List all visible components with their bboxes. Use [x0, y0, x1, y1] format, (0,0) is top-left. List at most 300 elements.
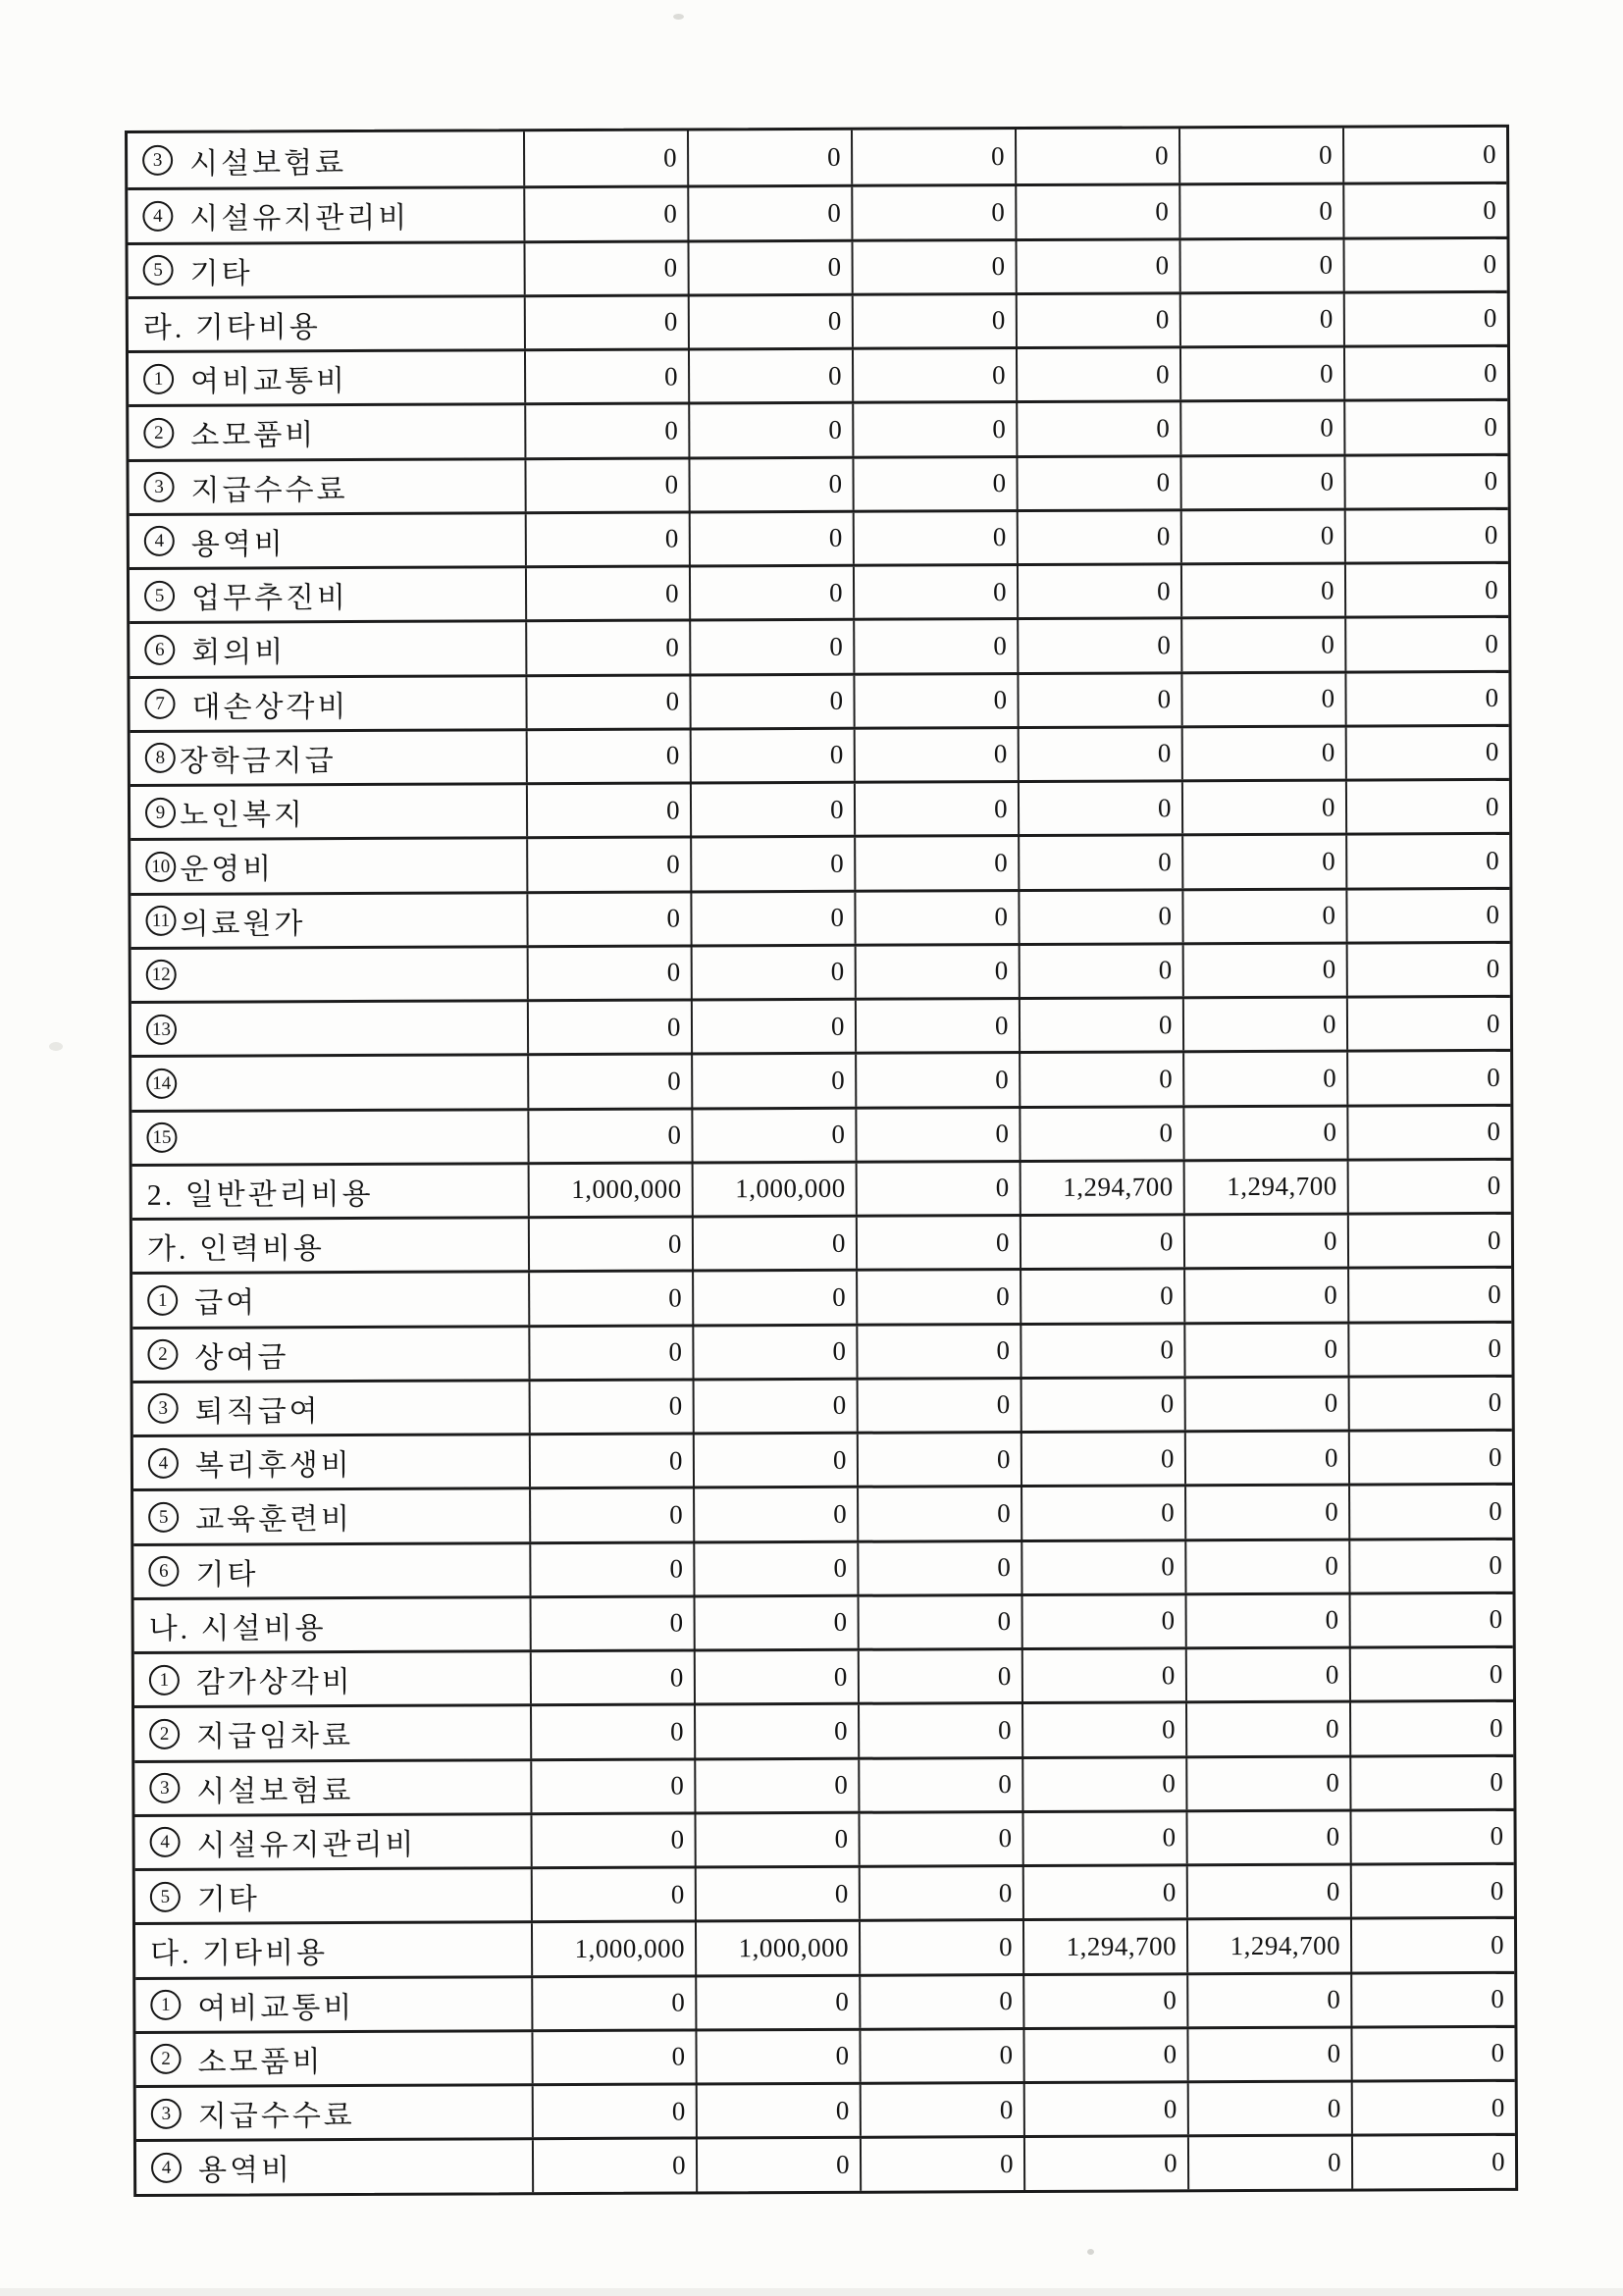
cell-value: 0: [858, 1704, 1021, 1756]
cell-value: 0: [1021, 1812, 1185, 1864]
cell-value: 0: [854, 729, 1018, 781]
cell-value: 0: [690, 892, 854, 944]
circled-number: 2: [143, 418, 174, 448]
cell-value: 0: [852, 349, 1016, 401]
cell-value: 0: [692, 1218, 856, 1270]
circled-number: 11: [145, 906, 176, 936]
cell-value: 0: [856, 1326, 1020, 1378]
cell-value: 0: [1021, 1487, 1184, 1539]
row-label: 5 교육훈련비: [133, 1489, 529, 1542]
cell-value: 0: [1343, 293, 1507, 345]
cell-value: 0: [695, 1868, 859, 1920]
cell-value: 0: [1347, 1269, 1511, 1321]
cell-value: 0: [1344, 510, 1508, 562]
cell-value: 0: [1019, 1108, 1182, 1160]
cell-value: 0: [1344, 672, 1508, 724]
cell-value: 0: [690, 838, 854, 890]
circled-number: 6: [144, 635, 175, 665]
circled-number: 13: [146, 1014, 177, 1044]
scan-artifact: [49, 1042, 63, 1051]
cell-value: 0: [1185, 1757, 1349, 1809]
cell-value: 0: [532, 2085, 696, 2137]
cell-value: 0: [1349, 1756, 1513, 1808]
cell-value: 0: [1350, 1919, 1514, 1971]
cell-value: 1,000,000: [692, 1164, 856, 1216]
cell-value: 0: [858, 1650, 1021, 1702]
cell-value: 0: [858, 1596, 1021, 1648]
cell-value: 0: [1344, 618, 1508, 670]
cell-value: 0: [694, 1814, 858, 1866]
cell-value: 0: [1017, 674, 1180, 726]
cell-value: 0: [687, 130, 851, 185]
cell-value: 0: [1016, 348, 1179, 400]
cell-value: 0: [1178, 185, 1342, 237]
cell-value: 0: [1185, 1594, 1349, 1646]
row-label: 1 급여: [132, 1273, 528, 1326]
cell-value: 0: [859, 1921, 1022, 1973]
row-label: 3 퇴직급여: [133, 1382, 529, 1435]
circled-number: 9: [145, 797, 176, 827]
cell-value: 0: [1349, 1594, 1513, 1646]
cell-value: 0: [688, 241, 852, 293]
cell-value: 0: [530, 1651, 694, 1703]
cell-value: 0: [694, 1651, 858, 1703]
table-row: [128, 128, 1506, 187]
cell-value: 0: [1017, 620, 1180, 672]
table-row: [135, 1970, 1514, 2030]
circled-number: 15: [146, 1122, 177, 1153]
cell-value: 0: [859, 1867, 1022, 1919]
circled-number: 5: [144, 580, 175, 610]
circled-number: 1: [149, 1664, 180, 1695]
cell-value: 0: [1182, 1053, 1346, 1105]
row-label: 2 지급임차료: [134, 1706, 530, 1759]
table-row: [131, 1049, 1510, 1109]
cell-value: 0: [1184, 1433, 1348, 1485]
cell-value: 0: [1348, 1539, 1512, 1592]
row-label: 1 감가상각비: [134, 1652, 530, 1705]
row-label: [131, 1111, 527, 1164]
cell-value: 0: [693, 1435, 857, 1487]
circled-number: 4: [142, 201, 173, 232]
table-row: [133, 1375, 1512, 1435]
cell-value: 0: [690, 730, 854, 782]
cell-value: 0: [530, 1760, 694, 1812]
table-row: [131, 832, 1509, 892]
cell-value: 0: [695, 1976, 859, 2028]
circled-number: 4: [148, 1447, 179, 1478]
circled-number: 4: [150, 1827, 181, 1857]
cell-value: 0: [527, 1110, 691, 1162]
cell-value: 0: [1348, 1486, 1512, 1538]
table-row: [130, 507, 1508, 567]
row-label: [131, 1056, 527, 1109]
table-row: [132, 1266, 1511, 1326]
cell-value: 0: [857, 1434, 1021, 1486]
cell-value: 0: [1182, 1107, 1346, 1159]
cell-value: 0: [1185, 1811, 1349, 1863]
cell-value: 0: [853, 512, 1017, 564]
cell-value: 0: [852, 403, 1016, 455]
cell-value: 0: [692, 1326, 856, 1378]
cell-value: 0: [1179, 456, 1343, 508]
cell-value: 1,000,000: [695, 1922, 859, 1974]
cell-value: 0: [1183, 1216, 1347, 1268]
table-row: [136, 2079, 1515, 2139]
cell-value: 0: [531, 1977, 695, 2029]
cell-value: 0: [860, 2084, 1023, 2136]
cell-value: 0: [1349, 1648, 1513, 1700]
table-row: [134, 1808, 1513, 1868]
cell-value: 0: [1182, 999, 1346, 1051]
cell-value: 0: [1021, 1704, 1185, 1756]
cell-value: 0: [857, 1380, 1021, 1432]
table-row: [135, 1862, 1514, 1922]
cell-value: 0: [691, 947, 855, 999]
row-label: [131, 1002, 527, 1055]
cell-value: 0: [854, 783, 1018, 835]
circled-number: 7: [144, 689, 175, 719]
cell-value: 0: [1185, 1703, 1349, 1755]
row-label: 5 기타: [135, 1869, 531, 1922]
table-row: [134, 1592, 1513, 1651]
cell-value: 0: [1180, 619, 1344, 671]
cell-value: 0: [1184, 1378, 1348, 1430]
table-row: [128, 235, 1506, 295]
cell-value: 0: [853, 620, 1017, 672]
circled-number: 3: [148, 1393, 179, 1424]
cell-value: 0: [526, 839, 690, 891]
cell-value: 0: [1021, 1379, 1184, 1431]
cell-value: 0: [1023, 2083, 1187, 2135]
cell-value: 0: [1016, 294, 1179, 346]
cell-value: 0: [1348, 1378, 1512, 1430]
table-row: [129, 452, 1507, 512]
circled-number: 12: [146, 960, 177, 990]
cell-value: 0: [1184, 1487, 1348, 1539]
table-row: [129, 290, 1507, 350]
cell-value: 0: [1186, 2028, 1350, 2080]
cell-value: 0: [1180, 510, 1344, 562]
cell-value: 0: [688, 458, 852, 510]
row-label: 4 용역비: [130, 514, 525, 567]
cell-value: 0: [856, 1163, 1020, 1215]
cell-value: 0: [853, 566, 1017, 618]
cell-value: 0: [525, 513, 689, 565]
cell-value: 0: [693, 1488, 857, 1540]
cell-value: 0: [1185, 1649, 1349, 1701]
cell-value: 0: [1180, 673, 1344, 725]
cell-value: 0: [855, 946, 1019, 998]
cell-value: 0: [1016, 403, 1179, 455]
cell-value: 0: [1187, 2137, 1351, 2189]
table-row: [131, 941, 1510, 1001]
cell-value: 0: [856, 1271, 1020, 1323]
cell-value: 0: [1346, 1052, 1510, 1104]
row-label: 6 기타: [133, 1544, 529, 1597]
circled-number: 3: [142, 145, 173, 176]
row-label: 8 장학금지급: [131, 731, 526, 784]
cell-value: 0: [1347, 1323, 1511, 1375]
cell-value: 0: [1017, 511, 1180, 563]
cell-value: 0: [525, 622, 689, 674]
cell-value: 0: [689, 621, 853, 673]
row-label: [131, 948, 527, 1001]
cell-value: 0: [696, 2085, 860, 2137]
cell-value: 0: [1178, 129, 1342, 183]
cell-value: 0: [1021, 1758, 1185, 1810]
cell-value: 0: [688, 296, 852, 348]
cell-value: 0: [523, 130, 687, 185]
cell-value: 0: [1186, 1866, 1350, 1918]
cell-value: 0: [696, 2139, 860, 2191]
cell-value: 0: [857, 1542, 1021, 1594]
circled-number: 3: [144, 472, 175, 502]
cell-value: 0: [529, 1543, 693, 1595]
cell-value: 0: [1020, 1325, 1183, 1377]
row-label: 4 복리후생비: [133, 1435, 529, 1488]
row-label: 4 시설유지관리비: [134, 1815, 530, 1868]
cell-value: 0: [530, 1597, 694, 1649]
cell-value: 0: [694, 1597, 858, 1649]
cell-value: 0: [1342, 184, 1506, 236]
cell-value: 0: [524, 350, 688, 402]
cell-value: 0: [1019, 1054, 1182, 1106]
cell-value: 0: [1183, 1270, 1347, 1322]
row-label: 5 업무추진비: [130, 568, 525, 621]
cell-value: 0: [1184, 1540, 1348, 1592]
cell-value: 0: [1347, 1215, 1511, 1267]
row-label: 3 시설보험료: [128, 131, 523, 187]
cell-value: 0: [1178, 239, 1342, 291]
cell-value: 0: [1022, 1866, 1186, 1918]
cell-value: 0: [1344, 564, 1508, 616]
cell-value: 0: [854, 837, 1018, 889]
cell-value: 0: [530, 1706, 694, 1758]
row-label: 나. 시설비용: [148, 1611, 327, 1645]
circled-number: 3: [149, 1773, 180, 1803]
cell-value: 0: [1181, 727, 1345, 779]
cell-value: 0: [1018, 782, 1181, 834]
table-row: [129, 344, 1507, 404]
row-label: 3 지급수수료: [129, 460, 524, 513]
cell-value: 0: [688, 404, 852, 456]
row-label: 가. 인력비용: [146, 1232, 325, 1267]
circled-number: 5: [150, 1881, 181, 1911]
table-row: [128, 182, 1506, 241]
table-row: [131, 886, 1509, 946]
table-row: [130, 561, 1508, 621]
cell-value: 0: [524, 296, 688, 348]
scanner-edge-shadow: [0, 2288, 1623, 2296]
cell-value: 1,294,700: [1022, 1921, 1186, 1973]
cell-value: 0: [693, 1381, 857, 1433]
cell-value: 0: [689, 675, 853, 727]
cell-value: 0: [524, 242, 688, 294]
cell-value: 0: [859, 1976, 1022, 2028]
cell-value: 0: [1345, 835, 1509, 887]
cell-value: 0: [1021, 1649, 1185, 1701]
cell-value: 0: [1343, 347, 1507, 399]
row-label: 2 소모품비: [129, 405, 524, 458]
cell-value: 0: [526, 784, 690, 836]
cell-value: 0: [860, 2138, 1023, 2190]
table-row: [130, 615, 1508, 675]
row-label: 4 용역비: [136, 2140, 532, 2193]
cell-value: 0: [1018, 837, 1181, 889]
cell-value: 0: [1020, 1216, 1183, 1268]
row-label: 2 상여금: [132, 1328, 528, 1381]
circled-number: 1: [143, 363, 174, 393]
cell-value: 0: [1350, 1865, 1514, 1917]
cell-value: 0: [695, 2031, 859, 2083]
cell-value: 0: [1015, 186, 1178, 238]
table-row: [134, 1645, 1513, 1705]
cell-value: 0: [856, 1217, 1020, 1269]
cell-value: 0: [1183, 1324, 1347, 1376]
cell-value: 0: [527, 947, 691, 999]
row-label: 라. 기타비용: [142, 311, 321, 344]
table-row: [135, 1916, 1514, 1976]
cell-value: 0: [693, 1542, 857, 1594]
table-row: [132, 1320, 1511, 1380]
cell-value: 0: [1017, 565, 1180, 617]
cell-value: 0: [1021, 1541, 1184, 1593]
table-row: [136, 2133, 1515, 2193]
circled-number: 8: [145, 743, 176, 773]
cell-value: 0: [687, 187, 851, 239]
row-label: 6 회의비: [130, 622, 525, 675]
row-label: 3 지급수수료: [136, 2086, 532, 2139]
table-row: [134, 1699, 1513, 1759]
table-row: [133, 1537, 1512, 1596]
table-row: [129, 398, 1507, 458]
cell-value: 0: [1350, 2028, 1514, 2080]
circled-number: 10: [145, 852, 176, 882]
cell-value: 0: [1021, 1595, 1185, 1647]
cell-value: 0: [528, 1218, 692, 1270]
row-label: 다. 기타비용: [150, 1937, 329, 1971]
cell-value: 0: [523, 188, 687, 240]
cell-value: 0: [529, 1435, 693, 1487]
cell-value: 0: [859, 2030, 1022, 2082]
row-label: 9 노인복지: [131, 785, 526, 838]
cell-value: 0: [1345, 727, 1509, 779]
cell-value: 0: [532, 2140, 696, 2192]
cell-value: 0: [1181, 782, 1345, 834]
cell-value: 1,000,000: [531, 1923, 695, 1975]
cell-value: 0: [1018, 728, 1181, 780]
circled-number: 2: [147, 1339, 178, 1370]
cell-value: 0: [524, 459, 688, 511]
cell-value: 0: [530, 1814, 694, 1866]
cell-value: 0: [1015, 129, 1178, 183]
cell-value: 0: [1346, 998, 1510, 1050]
cell-value: 0: [526, 893, 690, 945]
cell-value: 0: [851, 186, 1015, 238]
cell-value: 0: [1182, 944, 1346, 996]
row-label: 5 기타: [129, 243, 524, 296]
circled-number: 5: [148, 1502, 179, 1533]
cell-value: 0: [525, 676, 689, 728]
table-row: [135, 2025, 1514, 2085]
row-label: 7 대손상각비: [130, 677, 525, 730]
cell-value: 0: [1179, 402, 1343, 454]
circled-number: 3: [151, 2098, 182, 2128]
cell-value: 0: [524, 405, 688, 457]
cell-value: 0: [1181, 890, 1345, 942]
cell-value: 0: [1187, 2083, 1351, 2135]
cell-value: 0: [1350, 1973, 1514, 2025]
cell-value: 0: [1345, 781, 1509, 833]
cell-value: 0: [858, 1759, 1021, 1811]
cell-value: 0: [1351, 2082, 1515, 2134]
scan-artifact: [673, 14, 684, 20]
circled-number: 2: [151, 2044, 182, 2074]
cell-value: 0: [855, 1054, 1019, 1106]
circled-number: 14: [146, 1069, 177, 1099]
cell-value: 0: [527, 1056, 691, 1108]
cell-value: 0: [691, 1055, 855, 1107]
cell-value: 0: [1347, 1161, 1511, 1213]
cell-value: 0: [855, 1109, 1019, 1161]
cell-value: 0: [1186, 1974, 1350, 2026]
cell-value: 0: [691, 1109, 855, 1161]
cell-value: 0: [1343, 401, 1507, 453]
cell-value: 0: [1343, 455, 1507, 507]
expense-table: [125, 125, 1518, 2197]
cell-value: 0: [1180, 565, 1344, 617]
cell-value: 0: [1348, 1432, 1512, 1484]
cell-value: 0: [1179, 293, 1343, 345]
circled-number: 5: [143, 255, 174, 286]
table-row: [131, 724, 1509, 784]
cell-value: 0: [688, 350, 852, 402]
cell-value: 0: [858, 1813, 1021, 1865]
cell-value: 0: [1346, 1106, 1510, 1158]
cell-value: 0: [694, 1759, 858, 1811]
cell-value: 0: [1019, 999, 1182, 1051]
cell-value: 0: [692, 1272, 856, 1324]
cell-value: 0: [857, 1487, 1021, 1539]
cell-value: 0: [528, 1273, 692, 1325]
cell-value: 0: [525, 567, 689, 619]
cell-value: 1,000,000: [528, 1164, 692, 1216]
circled-number: 1: [150, 1990, 181, 2020]
circled-number: 2: [149, 1719, 180, 1749]
table-row: [132, 1158, 1511, 1218]
row-label: 3 시설보험료: [134, 1761, 530, 1814]
row-label: 2. 일반관리비용: [146, 1177, 374, 1212]
row-label: 2 소모품비: [135, 2032, 531, 2085]
cell-value: 0: [531, 1868, 695, 1920]
cell-value: 0: [526, 730, 690, 782]
circled-number: 4: [151, 2153, 182, 2183]
cell-value: 0: [853, 675, 1017, 727]
circled-number: 6: [148, 1556, 179, 1587]
cell-value: 0: [852, 458, 1016, 510]
cell-value: 0: [689, 567, 853, 619]
cell-value: 0: [1022, 1975, 1186, 2027]
cell-value: 0: [689, 513, 853, 565]
cell-value: 0: [851, 130, 1015, 184]
row-label: 1 여비교통비: [129, 351, 524, 404]
cell-value: 0: [1351, 2136, 1515, 2188]
cell-value: 0: [528, 1327, 692, 1379]
cell-value: 0: [1181, 836, 1345, 888]
table-row: [131, 1103, 1510, 1163]
cell-value: 0: [852, 241, 1016, 293]
